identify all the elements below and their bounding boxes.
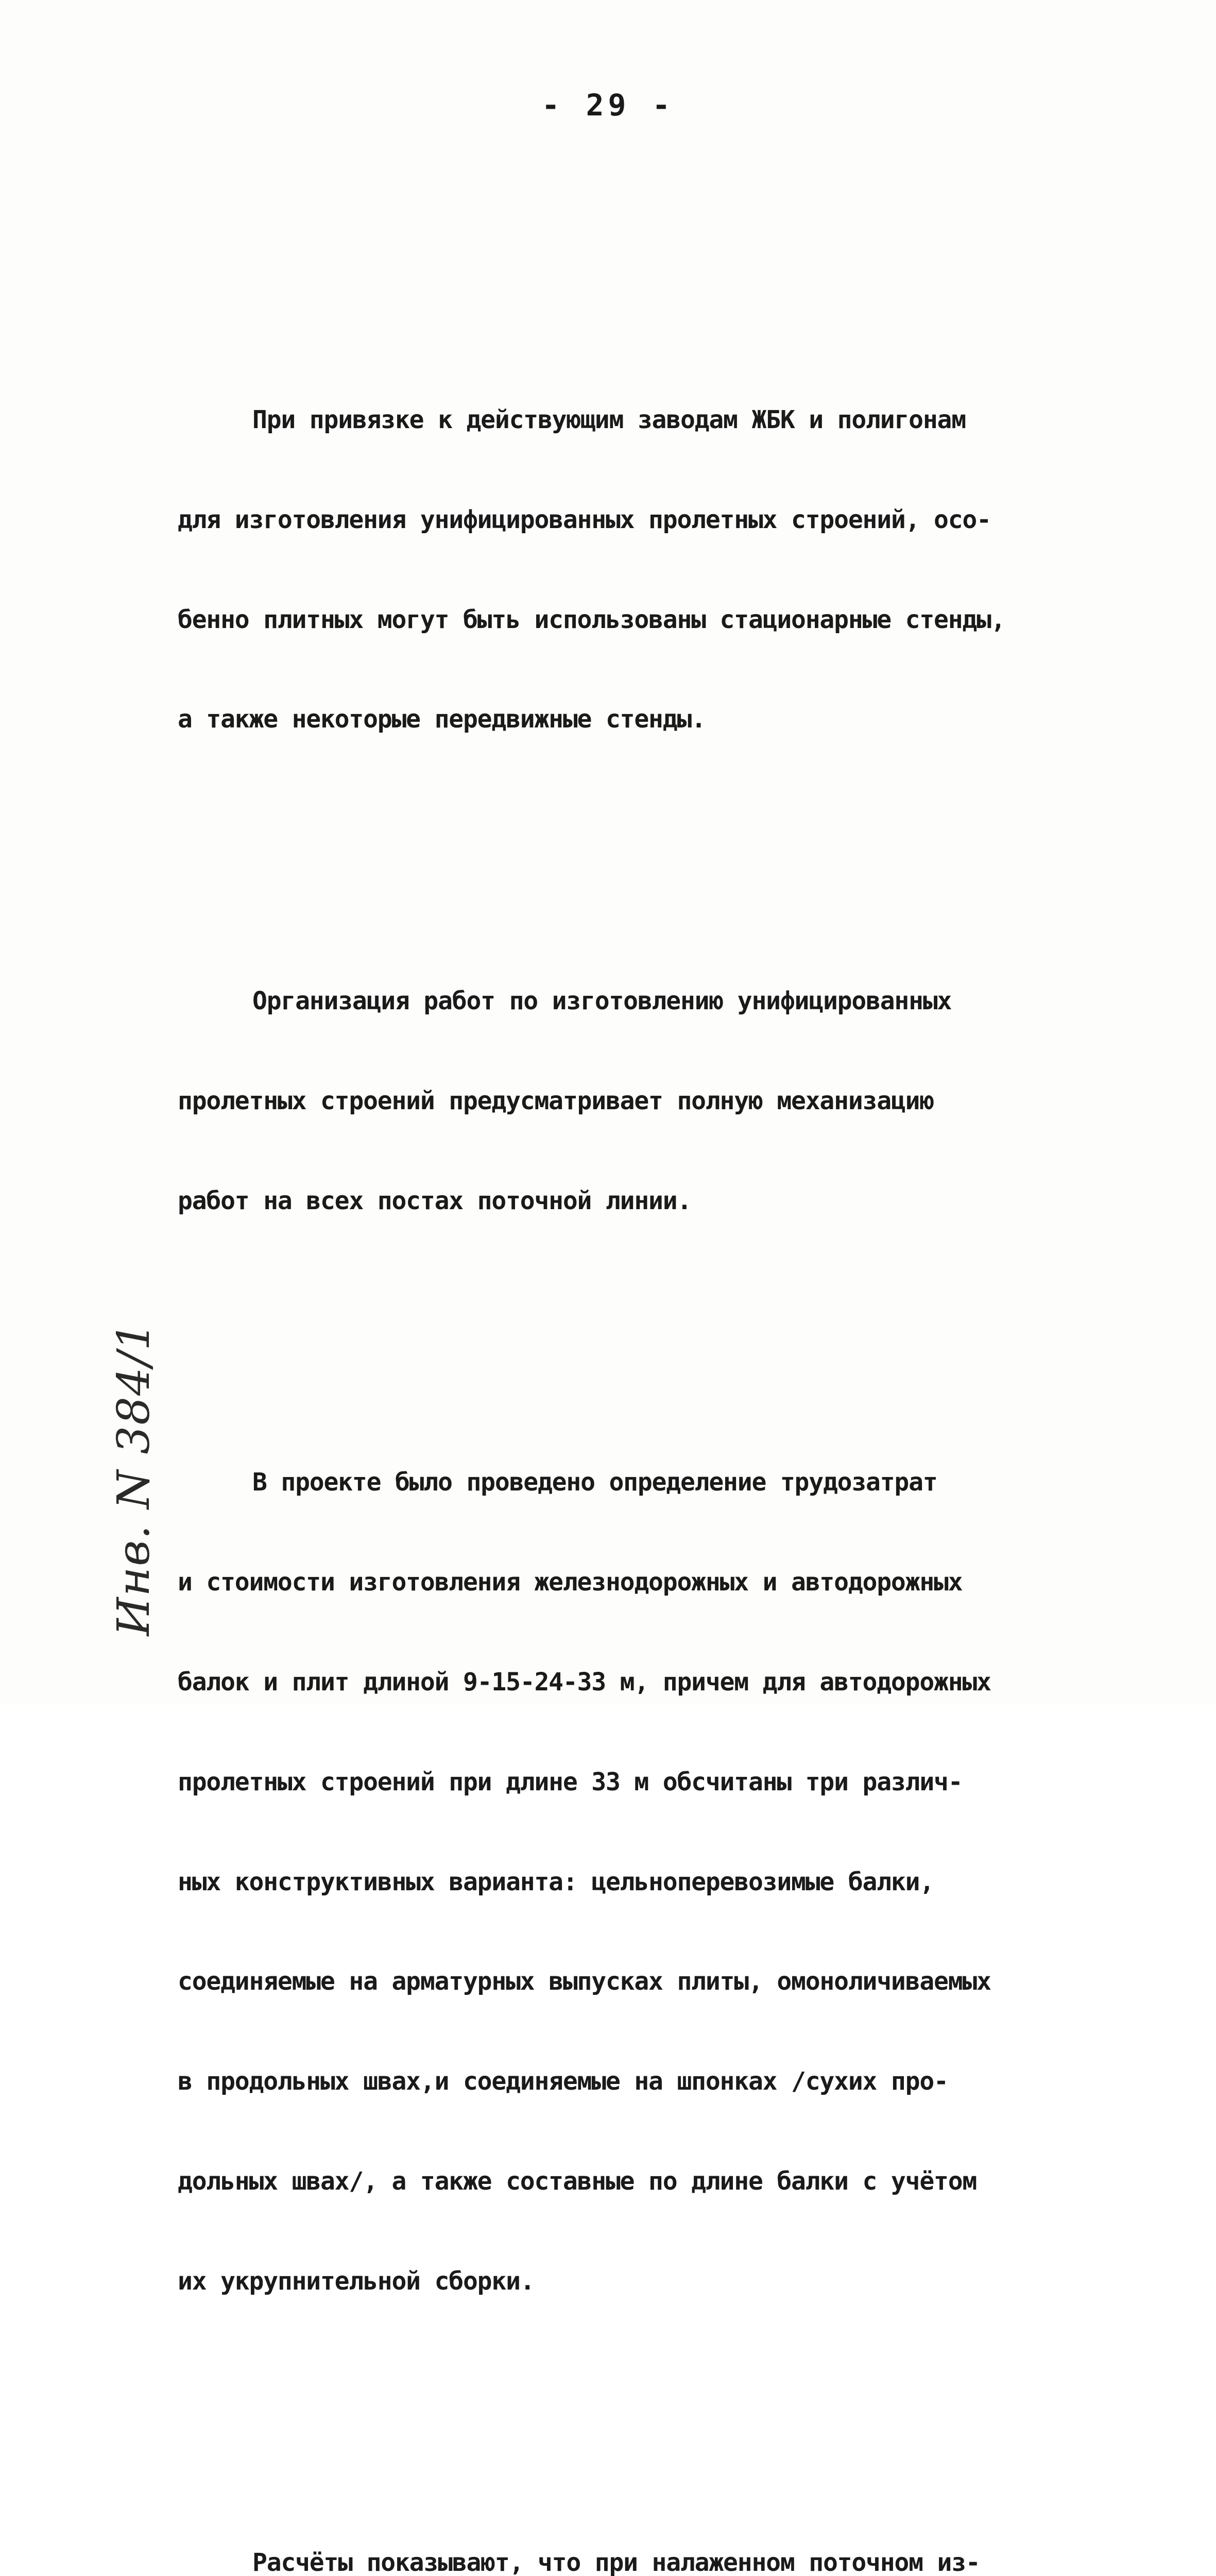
- text-line: соединяемые на арматурных выпусках плиты, омоноличиваемых: [178, 1967, 991, 1996]
- paragraph-3: [178, 1399, 1131, 2364]
- text-line: Расчёты показывают, что при налаженном поточном из-: [252, 2548, 980, 2576]
- text-line: в продольных швах,и соединяемые на шпонках /сухих про-: [178, 2067, 948, 2096]
- text-line: а также некоторые передвижные стенды.: [178, 705, 706, 734]
- text-line: ных конструктивных варианта: цельноперевозимые балки,: [178, 1867, 934, 1896]
- text-line: для изготовления унифицированных пролетных строений, осо-: [178, 505, 991, 534]
- text-line: балок и плит длиной 9-15-24-33 м, причем для автодорожных: [178, 1667, 991, 1697]
- text-line: В проекте было проведено определение трудозатрат: [252, 1468, 937, 1497]
- paragraph-4: [178, 2480, 1131, 2576]
- paragraph-1: [178, 337, 1131, 803]
- page-number: - 29 -: [541, 88, 675, 123]
- text-line: работ на всех постах поточной линии.: [178, 1186, 692, 1215]
- text-line: их укрупнительной сборки.: [178, 2266, 535, 2296]
- text-line: дольных швах/, а также составные по длине балки с учётом: [178, 2166, 977, 2196]
- body-text: [178, 237, 1131, 2576]
- inventory-number-annotation: [103, 1321, 165, 1636]
- text-line: пролетных строений предусматривает полную механизацию: [178, 1086, 934, 1115]
- text-line: Организация работ по изготовлению унифицированных: [252, 987, 952, 1016]
- text-line: пролетных строений при длине 33 м обсчитаны три различ-: [178, 1767, 963, 1797]
- paragraph-2: [178, 918, 1131, 1284]
- text-line: бенно плитных могут быть использованы стационарные стенды,: [178, 605, 1005, 634]
- text-line: и стоимости изготовления железнодорожных и автодорожных: [178, 1568, 963, 1597]
- inventory-number-text: Инв. N 384/1: [108, 1321, 160, 1636]
- text-line: При привязке к действующим заводам ЖБК и полигонам: [252, 405, 966, 434]
